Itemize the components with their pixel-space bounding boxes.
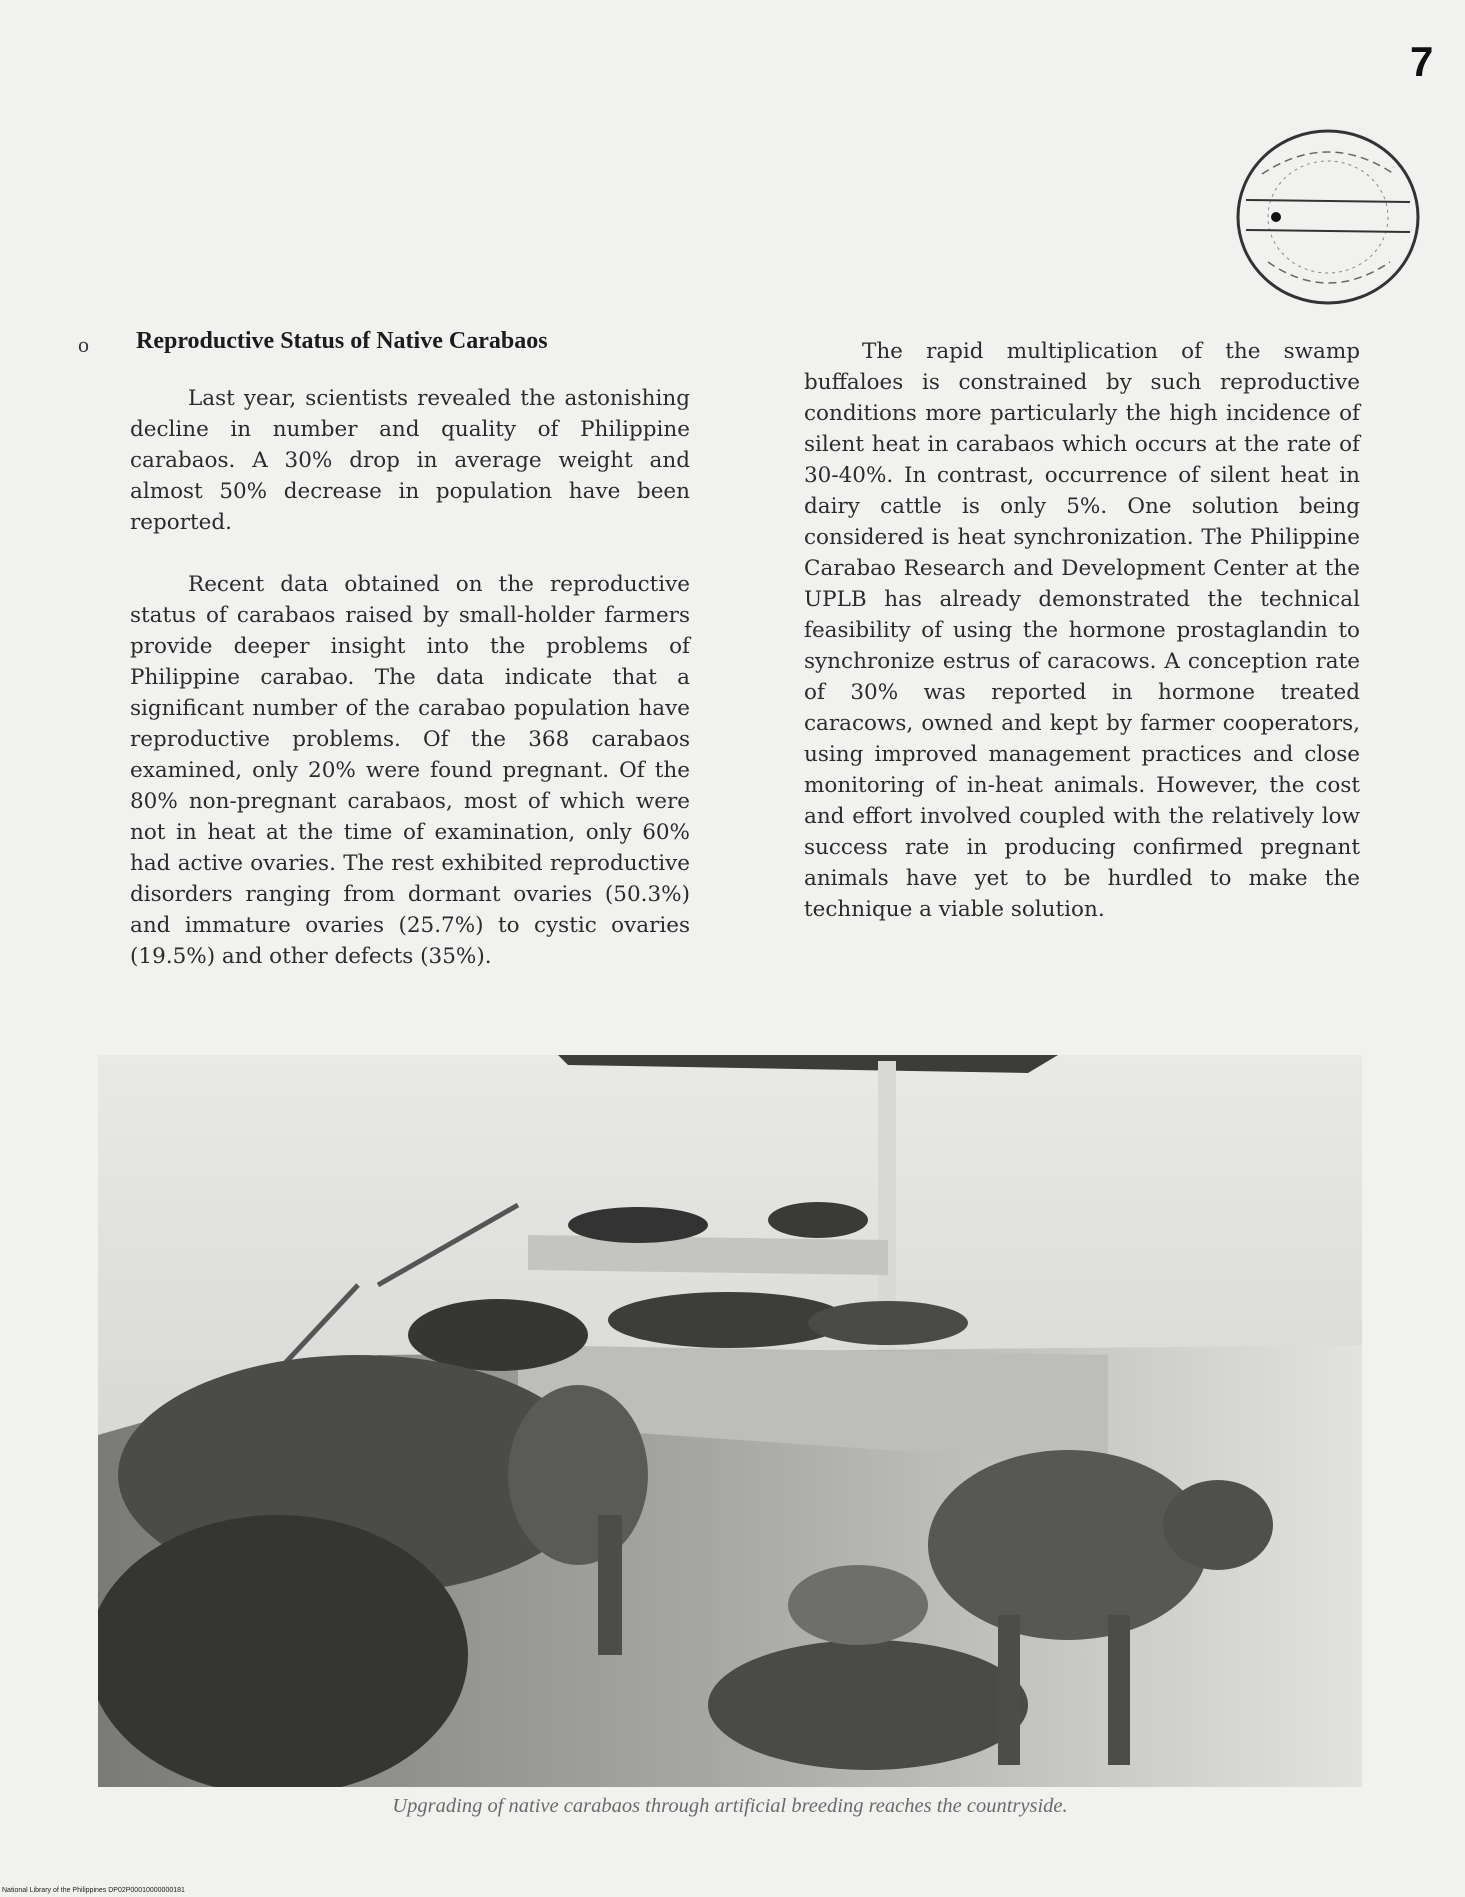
section-heading: Reproductive Status of Native Carabaos <box>136 328 548 354</box>
paragraph-reproductive-data: Recent data obtained on the reproductive status of carabaos raised by small-holder farmers provide deeper insight into the problems of Philippine carabao. The data indicate that a significant number of the carabao population have reproductive problems. Of the 368 carabaos examined, only 20% were found pregnant. Of the 80% non-pregnant carabaos, most of which were not in heat at the time of examination, only 60% had active ovaries. The rest exhibited reproductive disorders ranging from dormant ovaries (50.3%) and immature ovaries (25.7%) to cystic ovaries (19.5%) and other defects (35%). <box>130 572 690 969</box>
right-column <box>804 336 1360 925</box>
carabao-pen-photo <box>98 1055 1362 1787</box>
photo-caption: Upgrading of native carabaos through artificial breeding reaches the countryside. <box>392 1795 1068 1817</box>
paragraph-decline: Last year, scientists revealed the astonishing decline in number and quality of Philippine carabaos. A 30% drop in average weight and almost 50% decrease in population have been reported. <box>130 386 690 535</box>
footer-archive-id: National Library of the Philippines DP02P00010000000181 <box>2 1887 185 1894</box>
left-column <box>130 383 690 972</box>
paragraph-heat-synchronization: The rapid multiplication of the swamp buffaloes is constrained by such reproductive conditions more particularly the high incidence of silent heat in carabaos which occurs at the rate of 30-40%. In contrast, occurrence of silent heat in dairy cattle is only 5%. One solution being considered is heat synchronization. The Philippine Carabao Research and Development Center at the UPLB has already demonstrated the technical feasibility of using the hormone prostaglandin to synchronize estrus of caracows. A conception rate of 30% was reported in hormone treated caracows, owned and kept by farmer cooperators, using improved management practices and close monitoring of in-heat animals. However, the cost and effort involved coupled with the relatively low success rate in producing confirmed pregnant animals have yet to be hurdled to make the technique a viable solution. <box>804 339 1360 922</box>
page-number: 7 <box>1410 38 1434 85</box>
section-bullet: o <box>78 332 89 357</box>
library-stamp <box>1232 122 1424 312</box>
